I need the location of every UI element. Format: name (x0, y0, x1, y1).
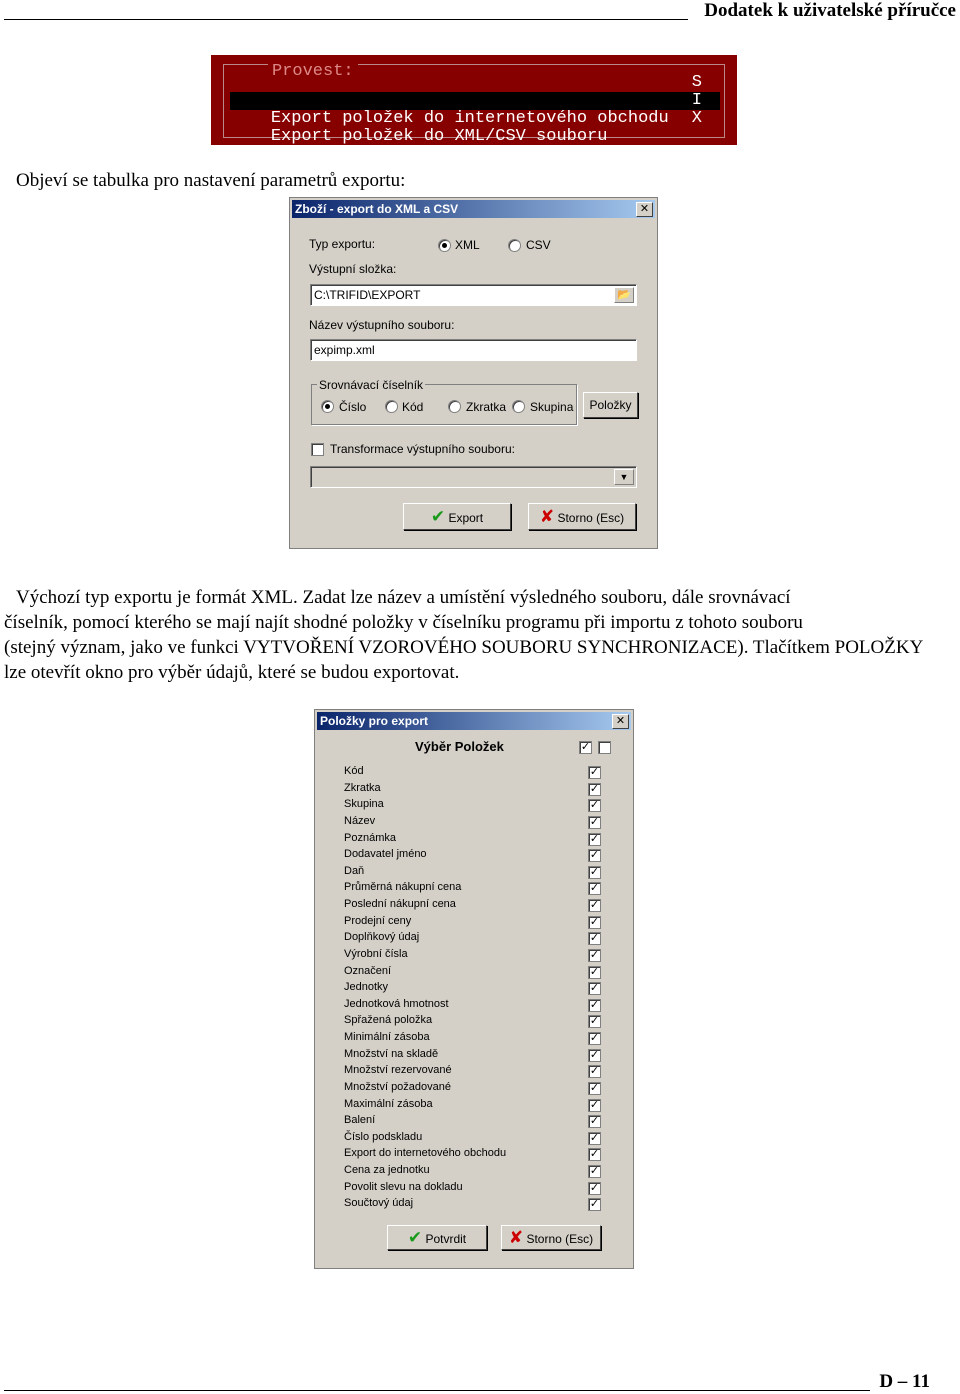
field-checkbox[interactable]: ✓ (589, 1198, 600, 1211)
items-button[interactable]: Položky (583, 392, 638, 418)
field-checkbox[interactable]: ✓ (589, 932, 600, 945)
radio-kod[interactable] (385, 400, 398, 413)
cancel-button[interactable] (528, 503, 636, 530)
radio-zkratka-label: Zkratka (466, 400, 507, 414)
items-dialog (314, 709, 634, 1269)
field-label: Průměrná nákupní cena (344, 881, 462, 894)
field-checkbox[interactable]: ✓ (589, 815, 600, 828)
field-checkbox[interactable]: ✓ (589, 1115, 600, 1128)
field-label: Název (344, 814, 376, 827)
field-checkbox[interactable]: ✓ (589, 915, 600, 928)
field-label: Výrobní čísla (344, 947, 408, 960)
cancel-button[interactable] (501, 1225, 601, 1250)
body-line-3: (stejný význam, jako ve funkci VYTVOŘENÍ VZOROVÉHO SOUBORU SYNCHRONIZACE). Tlačítkem POLOŽKY (4, 637, 924, 658)
comparison-codelist-title: Srovnávací číselník (319, 378, 424, 392)
chevron-down-icon[interactable]: ▼ (614, 469, 634, 485)
field-checkbox[interactable]: ✓ (589, 1165, 600, 1178)
dos-menu (211, 55, 737, 145)
folder-icon[interactable]: 📂 (614, 287, 634, 303)
field-checkbox[interactable]: ✓ (589, 965, 600, 978)
radio-csv-label: CSV (526, 238, 551, 252)
field-checkbox[interactable]: ✓ (589, 766, 600, 778)
dos-menu-item-key: S (691, 73, 702, 92)
field-checkbox[interactable]: ✓ (589, 1148, 600, 1161)
footer-rule (4, 1390, 870, 1391)
field-label: Doplňkový údaj (344, 931, 420, 944)
transform-label: Transformace výstupního souboru: (330, 442, 515, 456)
field-checkbox[interactable]: ✓ (589, 865, 600, 878)
field-checkbox[interactable]: ✓ (589, 998, 600, 1011)
cancel-button-label: Storno (Esc) (557, 511, 625, 525)
close-icon[interactable]: ✕ (612, 714, 629, 729)
radio-csv[interactable] (508, 239, 521, 252)
field-label: Poznámka (344, 831, 396, 844)
field-label: Balení (344, 1114, 376, 1127)
field-label: Minimální zásoba (344, 1031, 430, 1044)
export-dialog-titlebar (292, 200, 655, 218)
field-label: Součtový údaj (344, 1197, 414, 1210)
output-folder-label: Výstupní složka: (309, 262, 397, 276)
field-checkbox[interactable]: ✓ (589, 1048, 600, 1061)
output-filename-value: expimp.xml (314, 343, 375, 357)
items-dialog-title: Položky pro export (320, 714, 429, 728)
field-label: Dodavatel jméno (344, 848, 427, 861)
field-label: Jednotková hmotnost (344, 997, 449, 1010)
dos-menu-item-key: I (691, 91, 702, 110)
body-line-1: Výchozí typ exportu je formát XML. Zadat lze název a umístění výsledného souboru, dále srovnávací (16, 587, 791, 608)
dos-menu-item-label: Export položek do internetového obchodu (270, 109, 669, 128)
cancel-button-label: Storno (Esc) (526, 1232, 594, 1246)
header-title: Dodatek k uživatelské příručce (704, 0, 956, 21)
confirm-button[interactable] (387, 1225, 487, 1250)
field-label: Povolit slevu na dokladu (344, 1180, 463, 1193)
field-checkbox[interactable]: ✓ (589, 1065, 600, 1078)
field-checkbox[interactable]: ✓ (589, 1098, 600, 1111)
radio-xml[interactable] (438, 239, 451, 252)
select-none-checkbox[interactable] (598, 741, 611, 754)
field-checkbox[interactable]: ✓ (589, 1181, 600, 1194)
field-label: Zkratka (344, 781, 381, 794)
field-label: Cena za jednotku (344, 1164, 430, 1177)
field-checkbox[interactable]: ✓ (589, 849, 600, 862)
export-button[interactable] (403, 503, 511, 530)
field-checkbox[interactable]: ✓ (589, 899, 600, 912)
close-icon[interactable]: ✕ (636, 202, 653, 217)
output-folder-value: C:\TRIFID\EXPORT (314, 288, 421, 302)
field-checkbox[interactable]: ✓ (589, 799, 600, 812)
header-rule (4, 19, 688, 20)
transform-select[interactable] (310, 466, 637, 488)
field-label: Označení (344, 964, 392, 977)
dos-menu-item-xml[interactable] (230, 109, 720, 146)
select-all-checkbox[interactable]: ✓ (580, 741, 591, 753)
field-checkbox[interactable]: ✓ (589, 1015, 600, 1028)
radio-zkratka[interactable] (448, 400, 461, 413)
dos-menu-item-sync[interactable] (230, 74, 720, 92)
field-label: Množství na skladě (344, 1047, 439, 1060)
field-checkbox[interactable]: ✓ (589, 1131, 600, 1144)
radio-kod-label: Kód (402, 400, 424, 414)
field-label: Prodejní ceny (344, 914, 412, 927)
confirm-button-label: Potvrdit (425, 1232, 467, 1246)
radio-cislo-label: Číslo (339, 400, 367, 414)
field-label: Poslední nákupní cena (344, 898, 456, 911)
radio-xml-label: XML (455, 238, 480, 252)
field-label: Jednotky (344, 981, 389, 994)
page-number: D – 11 (879, 1371, 930, 1392)
items-heading: Výběr Položek (415, 739, 504, 754)
field-label: Množství rezervované (344, 1064, 452, 1077)
checkmark-icon: ✔ (430, 507, 446, 526)
cross-icon: ✘ (539, 507, 555, 526)
field-label: Číslo podskladu (344, 1130, 423, 1143)
field-checkbox[interactable]: ✓ (589, 948, 600, 961)
body-line-2: číselník, pomocí kterého se mají najít shodné položky v číselníku programu při importu z tohoto souboru (4, 612, 803, 633)
dos-menu-title: Provest: (268, 63, 358, 80)
export-type-label: Typ exportu: (309, 237, 376, 251)
field-checkbox[interactable]: ✓ (589, 1081, 600, 1094)
dos-menu-item-eshop[interactable] (230, 91, 720, 128)
body-line-4: lze otevřít okno pro výběr údajů, které se budou exportovat. (4, 662, 460, 683)
field-label: Skupina (344, 798, 384, 811)
output-folder-input[interactable] (310, 284, 637, 306)
output-filename-label: Název výstupního souboru: (309, 318, 455, 332)
field-checkbox[interactable]: ✓ (589, 882, 600, 895)
field-label: Kód (344, 765, 364, 777)
field-label: Export do internetového obchodu (344, 1147, 507, 1160)
field-label: Maximální zásoba (344, 1097, 433, 1110)
dos-menu-item-key: X (691, 109, 702, 128)
radio-skupina-label: Skupina (530, 400, 574, 414)
intro-paragraph: Objeví se tabulka pro nastavení parametrů exportu: (16, 170, 406, 191)
export-button-label: Export (448, 511, 484, 525)
cross-icon: ✘ (508, 1228, 524, 1247)
transform-checkbox[interactable] (311, 443, 324, 456)
field-label: Daň (344, 864, 365, 877)
radio-skupina[interactable] (512, 400, 525, 413)
field-checkbox[interactable]: ✓ (589, 982, 600, 995)
items-dialog-titlebar (317, 712, 631, 730)
field-checkbox[interactable]: ✓ (589, 782, 600, 795)
field-checkbox[interactable]: ✓ (589, 832, 600, 845)
radio-cislo[interactable] (321, 400, 334, 413)
output-filename-input[interactable] (310, 339, 637, 361)
export-dialog (289, 197, 658, 549)
field-label: Spřažená položka (344, 1014, 433, 1027)
field-checkbox[interactable]: ✓ (589, 1032, 600, 1045)
export-dialog-title: Zboží - export do XML a CSV (295, 202, 459, 216)
checkmark-icon: ✔ (407, 1228, 423, 1247)
field-label: Množství požadované (344, 1080, 452, 1093)
dos-menu-item-label: Export položek do XML/CSV souboru (270, 127, 608, 146)
